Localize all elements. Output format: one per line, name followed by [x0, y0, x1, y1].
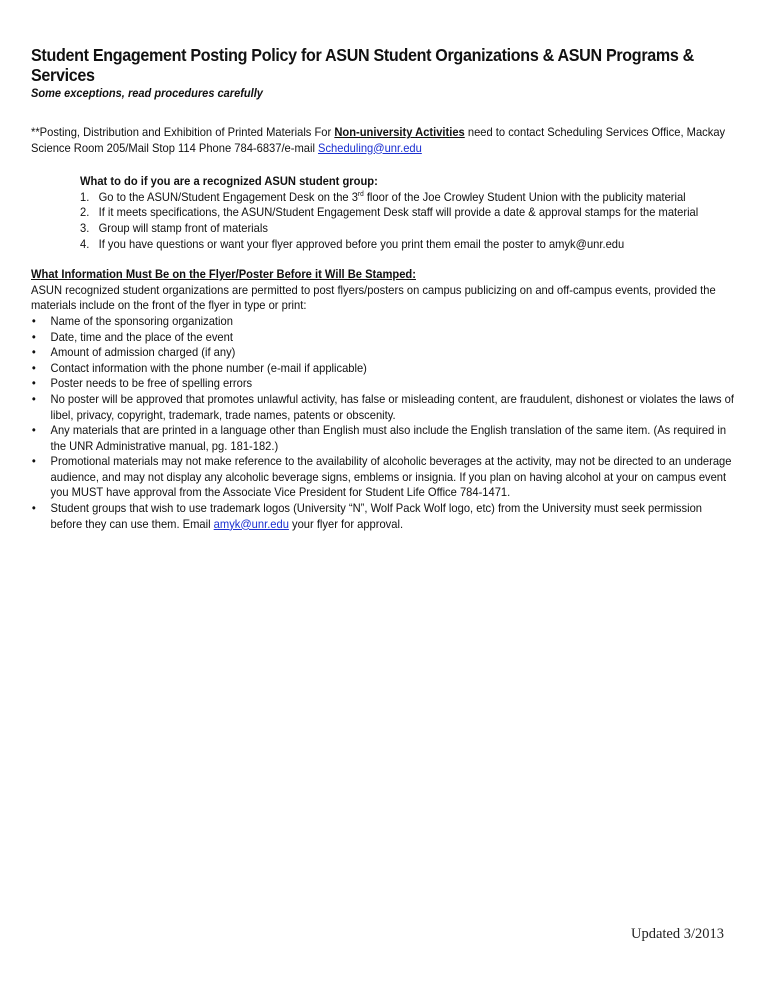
step-list	[80, 190, 768, 252]
step-number: 3.	[80, 220, 90, 235]
requirement-text: Amount of admission charged (if any)	[50, 345, 236, 360]
steps-heading: What to do if you are a recognized ASUN student group:	[80, 174, 378, 189]
bullet-icon: •	[31, 423, 36, 438]
document-page	[31, 45, 741, 532]
step-item	[80, 237, 703, 253]
requirement-text: Date, time and the place of the event	[50, 329, 233, 344]
requirement-text: Student groups that wish to use trademark logos (University “N”, Wolf Pack Wolf logo, etc) from the University must seek permission before they can use them. Email	[50, 501, 702, 531]
bullet-icon: •	[31, 360, 36, 375]
requirements-list	[31, 314, 742, 532]
requirement-item	[31, 454, 734, 501]
requirement-text: your flyer for approval.	[288, 516, 404, 531]
requirement-item	[31, 361, 734, 377]
requirement-item	[31, 330, 734, 346]
requirements-section	[31, 267, 742, 532]
requirements-heading: What Information Must Be on the Flyer/Poster Before it Will Be Stamped:	[31, 267, 416, 282]
bullet-icon: •	[31, 313, 36, 328]
requirement-text: Name of the sponsoring organization	[50, 313, 233, 328]
requirement-text: Poster needs to be free of spelling errors	[50, 376, 253, 391]
step-text: floor of the Joe Crowley Student Union with the publicity material	[363, 189, 686, 204]
requirement-text: Any materials that are printed in a language other than English must also include the English translation of the same item. (As required in the UNR Administrative manual, pg. 181-182.)	[50, 423, 727, 453]
step-item	[80, 205, 703, 221]
bullet-icon: •	[31, 329, 36, 344]
bullet-icon: •	[31, 376, 36, 391]
step-text: If it meets specifications, the ASUN/Student Engagement Desk staff will provide a date & approval stamps for the material	[98, 205, 699, 220]
intro-emphasis: Non-university Activities	[334, 125, 465, 139]
bullet-icon: •	[31, 501, 36, 516]
requirement-text: Promotional materials may not make reference to the availability of alcoholic beverages at the activity, may not be directed to an underage audience, and may not display any alcoholic beverage signs, emblems or insignia. If you plan on having alcohol at your on campus event you MUST have approval from the Associate Vice President for Student Life Office 784-1471.	[50, 454, 732, 500]
step-number: 1.	[80, 189, 90, 204]
requirement-text: No poster will be approved that promotes unlawful activity, has false or misleading content, are fraudulent, dishonest or violates the laws of libel, privacy, copyright, trademark, trade names, patents or obscenity.	[50, 391, 734, 422]
steps-section	[80, 174, 768, 252]
step-item	[80, 190, 703, 206]
requirement-item	[31, 314, 734, 330]
scheduling-email-link[interactable]: Scheduling@unr.edu	[318, 140, 422, 155]
step-text: If you have questions or want your flyer approved before you print them email the poster to amyk@unr.edu	[98, 236, 625, 251]
intro-paragraph	[31, 125, 742, 156]
step-text: Go to the ASUN/Student Engagement Desk on the 3	[98, 189, 358, 204]
step-item	[80, 221, 703, 237]
bullet-icon: •	[31, 391, 36, 406]
bullet-icon: •	[31, 345, 36, 360]
requirement-text: Contact information with the phone number (e-mail if applicable)	[50, 360, 367, 375]
amyk-email-link[interactable]: amyk@unr.edu	[213, 516, 289, 531]
document-title: Student Engagement Posting Policy for ASUN Student Organizations & ASUN Programs & Services	[31, 45, 694, 85]
requirement-item	[31, 423, 734, 454]
intro-middle: need to contact Scheduling Services Office, Mackay Science Room 205/Mail Stop 114 Phone 784-6837/e-mail	[31, 125, 726, 155]
step-number: 2.	[80, 205, 90, 220]
step-number: 4.	[80, 236, 90, 251]
bullet-icon: •	[31, 454, 36, 469]
document-subtitle: Some exceptions, read procedures carefully	[31, 86, 263, 100]
ordinal-superscript: rd	[357, 190, 364, 198]
requirement-item	[31, 392, 734, 423]
updated-date: Updated 3/2013	[631, 926, 725, 942]
requirement-item	[31, 501, 734, 532]
requirement-item	[31, 345, 734, 361]
intro-prefix: **Posting, Distribution and Exhibition of Printed Materials For	[31, 125, 335, 139]
requirements-intro: ASUN recognized student organizations are permitted to post flyers/posters on campus publicizing on and off-campus events, provided the materials include on the front of the flyer in type or print:	[31, 282, 716, 313]
requirement-item	[31, 376, 734, 392]
step-text: Group will stamp front of materials	[98, 220, 268, 235]
